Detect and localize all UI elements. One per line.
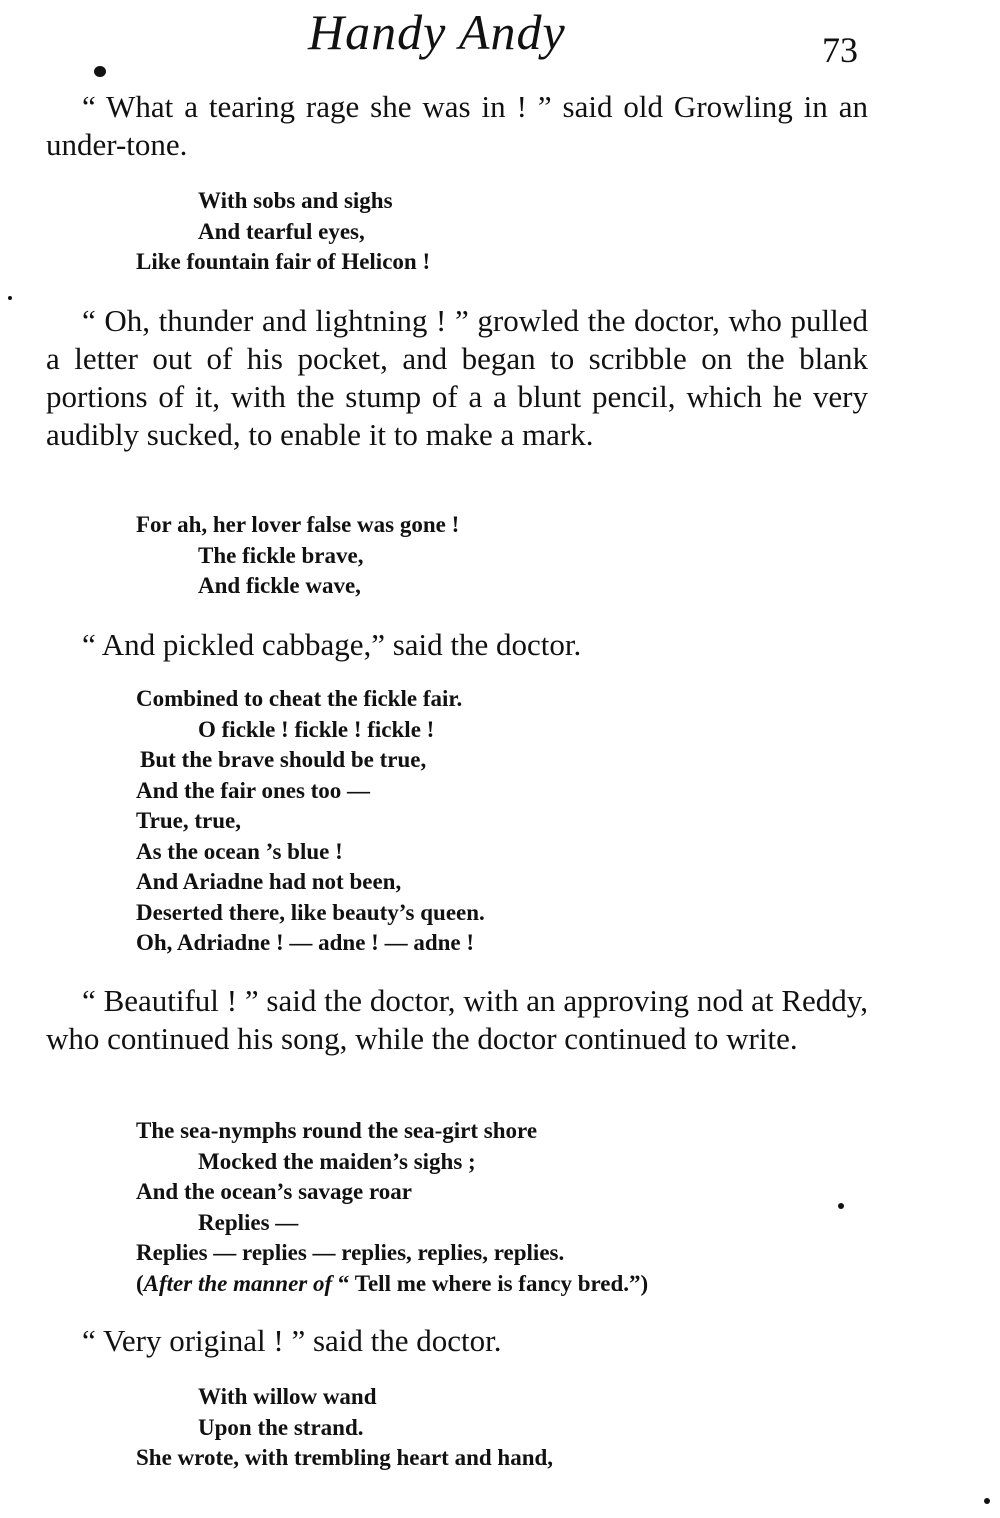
paragraph-text: “ What a tearing rage she was in ! ” said old Growling in an under-tone. <box>46 89 868 162</box>
running-head <box>0 4 1000 70</box>
verse-line: The fickle brave, <box>198 542 364 568</box>
verse-line: O fickle ! fickle ! fickle ! <box>198 716 435 742</box>
attribution-open-paren: ( <box>136 1270 144 1296</box>
ink-speck <box>838 1203 844 1209</box>
verse-stanza <box>136 186 430 278</box>
running-title: Handy Andy <box>308 4 566 60</box>
verse-line: And fickle wave, <box>198 573 361 598</box>
verse-line: Upon the strand. <box>198 1414 364 1440</box>
verse-line: And the fair ones too — <box>136 777 371 803</box>
paragraph-text: “ And pickled cabbage,” said the doctor. <box>82 627 582 662</box>
verse-line: Like fountain fair of Helicon ! <box>136 249 431 274</box>
verse-line: Replies — <box>198 1209 299 1235</box>
ink-speck <box>94 66 106 77</box>
verse-line: Mocked the maiden’s sighs ; <box>198 1148 476 1174</box>
paragraph-text: “ Very original ! ” said the doctor. <box>82 1323 502 1358</box>
paragraph-text: “ Oh, thunder and lightning ! ” growled the doctor, who pulled a letter out of his pocket, and began to scribble on the blank portions of it, with the stump of a a blunt pencil, which he very audibly sucked, to enable it to make a mark. <box>46 303 868 452</box>
verse-attribution <box>136 1269 648 1300</box>
paragraph <box>46 88 868 164</box>
attribution-italic: After the manner of <box>143 1270 333 1296</box>
verse-line: With willow wand <box>198 1384 377 1409</box>
verse-line: True, true, <box>136 808 241 833</box>
verse-line: The sea-nymphs round the sea-girt shore <box>136 1118 538 1143</box>
verse-line: Combined to cheat the fickle fair. <box>136 686 463 711</box>
page-number: 73 <box>822 30 858 70</box>
verse-stanza <box>136 1382 553 1474</box>
verse-line: She wrote, with trembling heart and hand, <box>136 1445 554 1470</box>
verse-stanza <box>136 684 485 959</box>
verse-line: With sobs and sighs <box>198 188 393 213</box>
verse-line: Replies — replies — replies, replies, replies. <box>136 1240 565 1265</box>
paragraph <box>46 302 868 454</box>
verse-line: But the brave should be true, <box>140 747 427 772</box>
verse-stanza <box>136 510 459 602</box>
paragraph <box>46 1322 868 1360</box>
verse-line: For ah, her lover false was gone ! <box>136 512 460 537</box>
verse-stanza <box>136 1116 648 1299</box>
verse-line: And the ocean’s savage roar <box>136 1179 412 1204</box>
ink-speck <box>984 1498 990 1504</box>
verse-line: Deserted there, like beauty’s queen. <box>136 899 485 925</box>
paragraph <box>46 626 868 664</box>
verse-line: And Ariadne had not been, <box>136 869 402 894</box>
paragraph-text: “ Beautiful ! ” said the doctor, with an approving nod at Reddy, who continued his song, while the doctor continued to write. <box>46 983 868 1056</box>
attribution-source: “ Tell me where is fancy bred.”) <box>337 1270 649 1296</box>
paragraph <box>46 982 868 1058</box>
verse-line: And tearful eyes, <box>198 218 365 244</box>
verse-line: Oh, Adriadne ! — adne ! — adne ! <box>136 930 475 955</box>
verse-line: As the ocean ’s blue ! <box>136 838 343 864</box>
ink-speck <box>8 296 12 300</box>
